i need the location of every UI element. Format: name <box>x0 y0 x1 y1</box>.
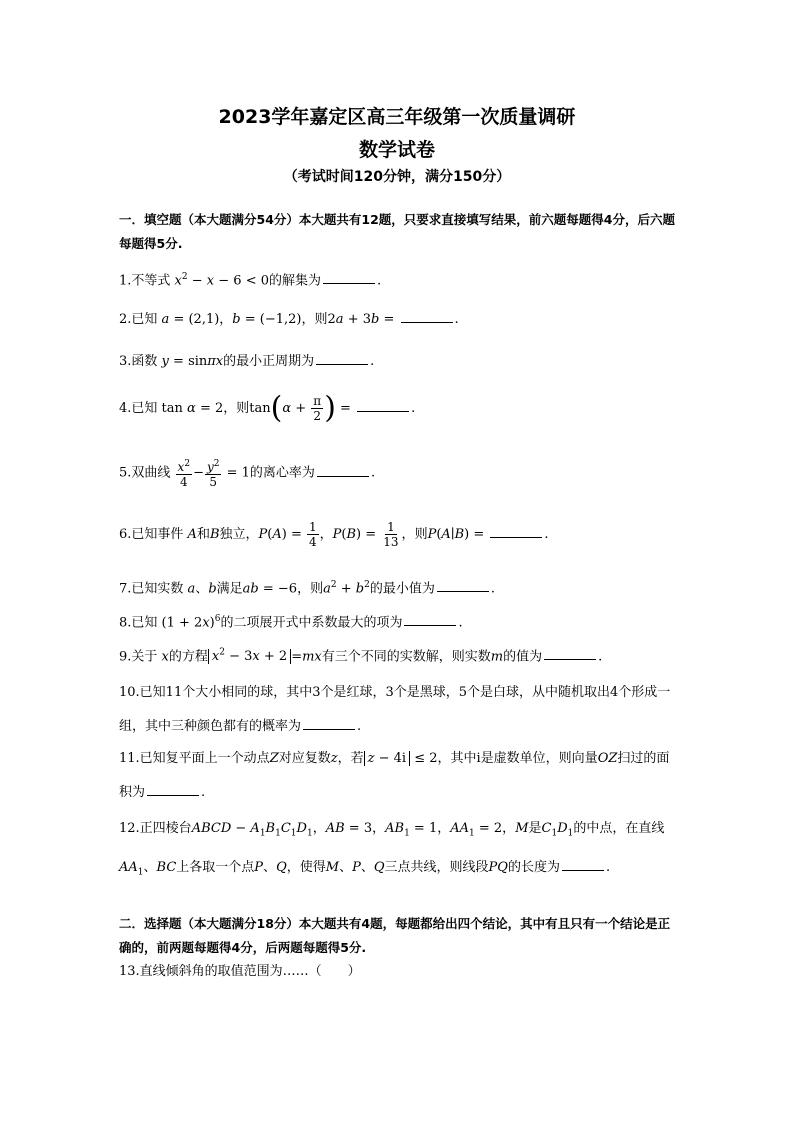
answer-blank[interactable] <box>303 717 355 730</box>
q7-text-pre: 7.已知实数 <box>119 581 184 597</box>
exam-note: （考试时间120分钟，满分150分） <box>283 169 511 185</box>
q11-text-pre: 11.已知复平面上一个动点 <box>119 751 270 766</box>
q12-text-mid4: ，使得 <box>286 859 326 875</box>
q7-text-post: 的最小值为 <box>369 581 435 597</box>
q9-text-pre: 9.关于 <box>119 649 158 665</box>
q1-text-pre: 1.不等式 <box>119 273 171 289</box>
q6-text-mid: 独立， <box>219 527 259 542</box>
q8-text-pre: 8.已知 <box>119 615 158 631</box>
q12-text-mid1: 是 <box>528 821 542 836</box>
q2-text-pre: 2.已知 <box>119 312 158 327</box>
q3-text-pre: 3.函数 <box>119 354 158 369</box>
section-choice-heading: 二．选择题（本大题满分18分）本大题共有4题，每题都给出四个结论，其中有且只有一个结论是正确的，前两题每题得4分，后两题每题得5分. <box>119 916 671 955</box>
question-1: 1.不等式 $x^2 - x - 6 < 0$的解集为 . <box>119 272 382 289</box>
answer-blank[interactable] <box>147 783 199 796</box>
q9-text-post: 的值为 <box>503 649 543 665</box>
q11-text-then: ，若 <box>337 751 364 766</box>
q9-text-then: 有三个不同的实数解，则实数 <box>321 649 491 665</box>
q11-text-post: 扫过的面积为 <box>119 751 670 800</box>
question-11: 11.已知复平面上一个动点Z对应复数z，若 z − 4i ≤ 2，其中i是虚数单位，则向量OZ扫过的面积为 . <box>119 751 670 800</box>
q12-text-mid3: 上各取一个点 <box>176 859 255 875</box>
q3-text-post: 的最小正周期为 <box>223 354 315 369</box>
q12-text-mid2: 的中点，在直线 <box>573 821 665 836</box>
question-5: 5.双曲线 $\frac{x^2}{4}$ − $\frac{y^2}{5}$ = 1的离心率为 . <box>119 459 376 489</box>
question-6: 6.已知事件 A和B独立，P(A) = $\frac{1}{4}$ ，P(B) = $\frac{1}{13}$ ，则P(A∣B) = . <box>119 520 549 549</box>
answer-blank[interactable] <box>316 352 368 365</box>
question-2: 2.已知 a = (2,1)，b = (−1,2)，则2a + 3b = . <box>119 312 459 327</box>
answer-blank[interactable] <box>437 579 489 592</box>
q12-text-pre: 12.正四棱台 <box>119 821 192 836</box>
q2-text-mid: ，则 <box>301 312 328 327</box>
answer-blank[interactable] <box>544 647 596 660</box>
q11-text-mid: 对应复数 <box>278 751 331 766</box>
question-8: 8.已知 $(1 + 2x)^6$的二项展开式中系数最大的项为 . <box>119 614 463 631</box>
q11-text-then2: ，其中i是虚数单位，则向量 <box>437 751 598 766</box>
question-13: 13.直线倾斜角的取值范围为……（ ） <box>119 964 361 979</box>
answer-blank[interactable] <box>357 399 409 412</box>
question-12: 12.正四棱台ABCD − $A_1B_1C_1D_1$，AB = 3，$AB_1 = 1$，$AA_1 = 2$，M是$C_1D_1$的中点，在直线$AA_1$、BC上各取一个点P、Q，使得M、P、Q三点共线，则线段PQ的长度为 . <box>119 821 665 878</box>
q9-text-mid: 的方程 <box>168 649 208 665</box>
q5-text-pre: 5.双曲线 <box>119 465 171 481</box>
answer-blank[interactable] <box>317 464 369 477</box>
answer-blank[interactable] <box>323 271 375 284</box>
answer-blank[interactable] <box>404 613 456 626</box>
question-3: 3.函数 y = sinπx的最小正周期为 . <box>119 354 375 369</box>
section-fill-in-heading: 一．填空题（本大题满分54分）本大题共有12题，只要求直接填写结果，前六题每题得4分，后六题每题得5分. <box>119 212 675 251</box>
question-7: 7.已知实数 a、b满足ab = −6，则$a^2 + b^2$的最小值为 . <box>119 580 495 597</box>
q7-text-then: ，则 <box>297 581 324 597</box>
q4-text-pre: 4.已知 <box>119 401 158 416</box>
answer-blank[interactable] <box>562 858 604 871</box>
q1-text-post: 的解集为 <box>269 273 322 289</box>
q6-text-then: 则 <box>414 527 428 542</box>
answer-blank[interactable] <box>401 310 453 323</box>
answer-blank[interactable] <box>490 525 542 538</box>
q10-text: 10.已知11个大小相同的球，其中3个是红球，3个是黑球，5个是白球，从中随机取出4个形成一组，其中三种颜色都有的概率为 <box>119 685 671 734</box>
question-10: 10.已知11个大小相同的球，其中3个是红球，3个是黑球，5个是白球，从中随机取出4个形成一组，其中三种颜色都有的概率为 . <box>119 685 671 734</box>
q8-text-post: 的二项展开式中系数最大的项为 <box>220 615 403 631</box>
exam-subtitle: 数学试卷 <box>358 139 435 161</box>
q5-text-post: 的离心率为 <box>249 465 315 481</box>
exam-title: 2023学年嘉定区高三年级第一次质量调研 <box>218 106 576 128</box>
question-9: 9.关于 x的方程 $x^2 - 3x + 2 =mx$有三个不同的实数解，则实数m的值为 . <box>119 648 603 665</box>
question-4: 4.已知 tan α = 2，则tan(α + $\frac{\pi}{2}$ ) = . <box>119 390 416 426</box>
q4-text-mid: ，则 <box>223 401 250 416</box>
q6-text-pre: 6.已知事件 <box>119 527 184 542</box>
q12-text-mid5: 三点共线，则线段 <box>384 859 489 875</box>
q12-text-post: 的长度为 <box>507 859 560 875</box>
q7-text-mid: 满足 <box>216 581 243 597</box>
